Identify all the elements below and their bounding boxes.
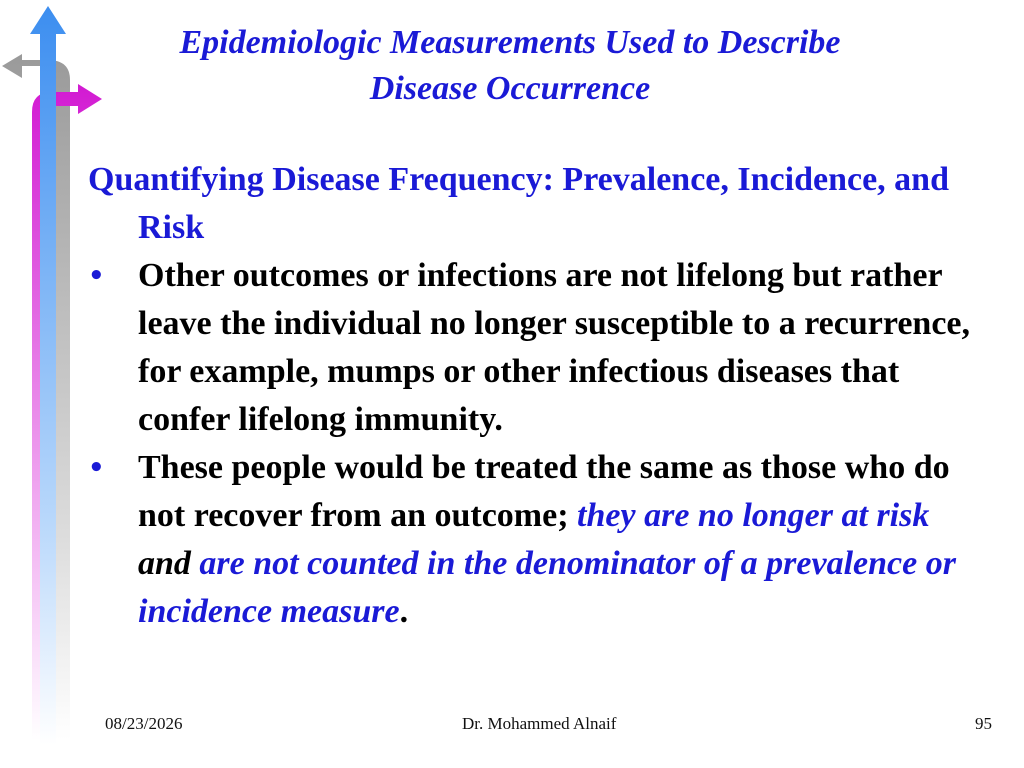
bullet-item (88, 252, 988, 444)
slide-title (100, 20, 920, 112)
bullet-dot-icon: • (88, 453, 105, 483)
bullet-text: Other outcomes or infections are not lifelong but rather leave the individual no longer susceptible to a recurrence, for example, mumps or other infectious diseases that confer lifelong immunity. (138, 257, 971, 438)
slide-body (88, 156, 988, 636)
bullet-text: These people would be treated the same as those who do not recover from an outcome; (138, 449, 950, 534)
bullet-dot-icon: • (88, 261, 105, 291)
bullet-connector-text: and (138, 545, 200, 582)
section-heading: Quantifying Disease Frequency: Prevalence, Incidence, and Risk (88, 161, 949, 246)
bullet-item (88, 444, 988, 636)
slide-title-line2: Disease Occurrence (369, 70, 651, 107)
footer-date: 08/23/2026 (105, 714, 183, 733)
bullet-end-text: . (399, 593, 409, 630)
footer-author: Dr. Mohammed Alnaif (462, 714, 617, 733)
bullet-highlight-text: are not counted in the denominator of a prevalence or incidence measure (138, 545, 956, 630)
slide-title-line1: Epidemiologic Measurements Used to Describe (179, 24, 841, 61)
footer-page-number: 95 (975, 714, 992, 733)
bullet-highlight-text: they are no longer at risk (577, 497, 930, 534)
